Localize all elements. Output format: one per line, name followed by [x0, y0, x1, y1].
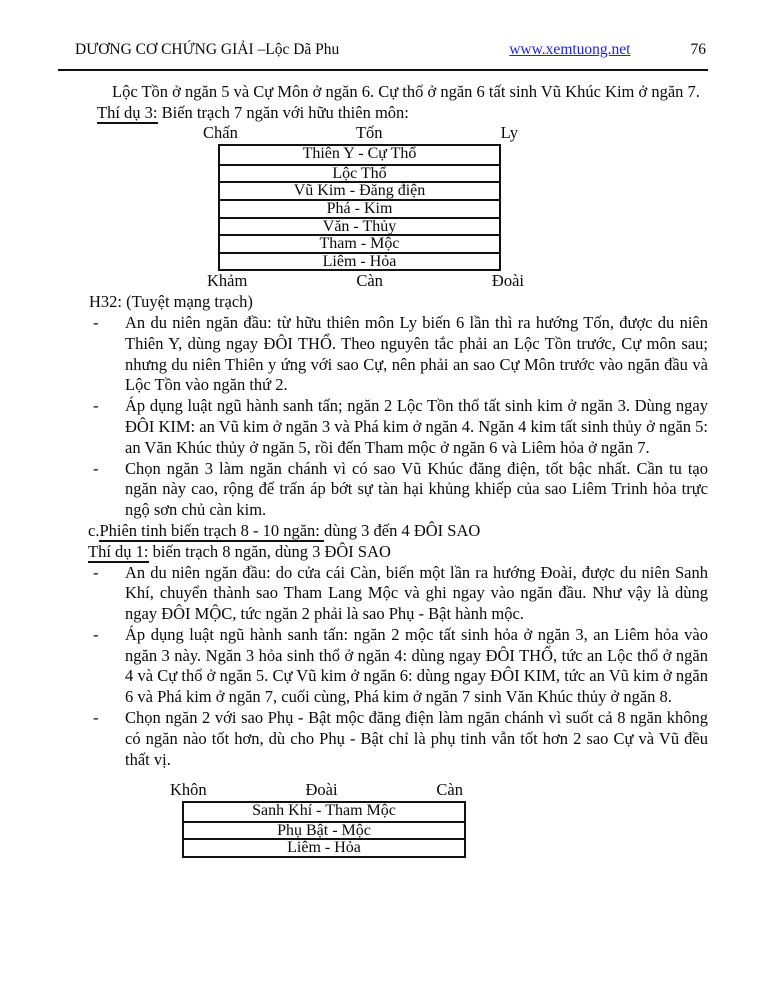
- table-row: Phá - Kim: [220, 199, 499, 217]
- section-c-underlined: Phiên tinh biến trạch 8 - 10 ngăn:: [99, 520, 324, 540]
- table1-top-labels: [203, 123, 518, 144]
- list-item: [93, 396, 708, 458]
- trigram-label-doai: Đoài: [491, 271, 524, 291]
- list-item: [93, 708, 708, 770]
- trigram-label-can: Càn: [356, 271, 383, 291]
- trigram-label-khon: Khôn: [170, 780, 207, 800]
- example-3-label: Thí dụ 3:: [97, 102, 158, 122]
- trigram-label-can: Càn: [436, 780, 463, 800]
- document-body: [58, 71, 708, 858]
- list-item-text: Áp dụng luật ngũ hành sanh tấn: ngăn 2 mộc tất sinh hỏa ở ngăn 3, an Liêm hỏa vào ngăn 3 này. Ngăn 3 hỏa sinh thổ ở ngăn 4: dùng ngay ĐÔI THỔ, tức an Lộc thổ ở ngăn 4 và Cự thổ ở ngăn 5. Cự Vũ kim ở ngăn 6: dùng ngay ĐÔI KIM, tức an Vũ kim ở ngăn 6 và Phá kim ở ngăn 7, cuối cùng, Phá kim ở ngăn 7 sinh Văn Khúc thủy ở ngăn 8.: [125, 624, 708, 707]
- example-3-heading: [97, 103, 708, 124]
- list-item-text: An du niên ngăn đầu: từ hữu thiên môn Ly biến 6 lần thì ra hướng Tốn, được du niên Thiên Y, dùng ngay ĐÔI THỔ. Theo nguyên tắc phải an Lộc Tồn trước, Cự môn sau; nhưng du niên Thiên y ứng với sao Cự, nên phải an sao Cự Môn trước vào ngăn đầu và Lộc Tồn vào ngăn thứ 2.: [125, 312, 708, 395]
- section-c-heading: [88, 521, 708, 542]
- example-1-heading: [88, 542, 708, 563]
- document-title: DƯƠNG CƠ CHỨNG GIẢI –Lộc Dã Phu: [75, 41, 340, 58]
- table-row: Văn - Thủy: [220, 217, 499, 235]
- trigram-label-ton: Tốn: [355, 123, 383, 143]
- list-item-text: An du niên ngăn đầu: do cửa cái Càn, biến một lần ra hướng Đoài, được du niên Sanh Khí, chuyển thành sao Tham Lang Mộc và ghi ngay vào ngăn đầu. Như vậy là dùng ngay ĐÔI MỘC, tức ngăn 2 phải là sao Phụ - Bật hành mộc.: [125, 562, 708, 624]
- section-c-prefix: c.: [88, 520, 100, 540]
- example-1-text: biến trạch 8 ngăn, dùng 3 ĐÔI SAO: [148, 541, 391, 561]
- example-1-label: Thí dụ 1:: [88, 541, 149, 561]
- table-row: Phụ Bật - Mộc: [184, 821, 464, 839]
- example-3-text: Biến trạch 7 ngăn với hữu thiên môn:: [157, 102, 409, 122]
- table-row: Tham - Mộc: [220, 234, 499, 252]
- list-item-text: Áp dụng luật ngũ hành sanh tấn; ngăn 2 Lộc Tồn thổ tất sinh kim ở ngăn 3. Dùng ngay ĐÔI KIM: an Vũ kim ở ngăn 3 và Phá kim ở ngăn 4. Ngăn 4 kim tất sinh thủy ở ngăn 5: an Văn Khúc thủy ở ngăn 5, rồi đến Tham mộc ở ngăn 6 và Liêm hỏa ở ngăn 7.: [125, 396, 708, 457]
- dash-bullet: -: [93, 458, 99, 478]
- section-c-rest: dùng 3 đến 4 ĐÔI SAO: [324, 520, 481, 540]
- table-row: Sanh Khí - Tham Mộc: [252, 803, 396, 820]
- dash-bullet: -: [93, 562, 99, 582]
- table-row: Liêm - Hỏa: [184, 838, 464, 856]
- compartment-table-3: [182, 801, 466, 858]
- page-header: [58, 40, 708, 71]
- list-item-text: Chọn ngăn 2 với sao Phụ - Bật mộc đăng điện làm ngăn chánh vì suốt cả 8 ngăn không có ngăn nào tốt hơn, dù cho Phụ - Bật chỉ là phụ tinh vẫn tốt hơn 2 sao Cự và Vũ đều thất vị.: [125, 708, 708, 769]
- table-row: Lộc Thổ: [220, 164, 499, 182]
- trigram-label-kham: Khảm: [207, 271, 248, 291]
- table2-top-labels: [170, 780, 463, 801]
- list-item: [93, 625, 708, 708]
- trigram-label-chan: Chấn: [203, 123, 238, 143]
- list-item: [93, 313, 708, 396]
- dash-bullet: -: [93, 708, 99, 728]
- trigram-label-ly: Ly: [500, 123, 518, 143]
- bullet-list-1: [58, 313, 708, 521]
- table1-bottom-labels: [207, 271, 524, 292]
- trigram-label-doai: Đoài: [305, 780, 338, 800]
- list-item-text: Chọn ngăn 3 làm ngăn chánh vì có sao Vũ Khúc đăng điện, tốt bậc nhất. Cần tu tạo ngăn này cao, rộng để trấn áp bớt sự tàn hại khủng khiếp của sao Liêm Trinh hỏa trực ngộ sơn chủ càn kim.: [125, 458, 708, 520]
- list-item: [93, 459, 708, 521]
- table-row: Liêm - Hỏa: [220, 252, 499, 270]
- dash-bullet: -: [93, 312, 99, 332]
- table-row: Thiên Y - Cự Thổ: [302, 146, 417, 163]
- list-item: [93, 563, 708, 625]
- table-row: Vũ Kim - Đăng điện: [220, 181, 499, 199]
- dash-bullet: -: [93, 624, 99, 644]
- bullet-list-2: [58, 563, 708, 771]
- dash-bullet: -: [93, 396, 99, 416]
- website-link[interactable]: www.xemtuong.net: [509, 41, 631, 58]
- intro-paragraph: Lộc Tồn ở ngăn 5 và Cự Môn ở ngăn 6. Cự thổ ở ngăn 6 tất sinh Vũ Khúc Kim ở ngăn 7.: [112, 81, 700, 101]
- h32-caption: H32: (Tuyệt mạng trạch): [89, 292, 253, 312]
- compartment-table-7: [218, 144, 501, 271]
- page-number: 76: [690, 41, 706, 58]
